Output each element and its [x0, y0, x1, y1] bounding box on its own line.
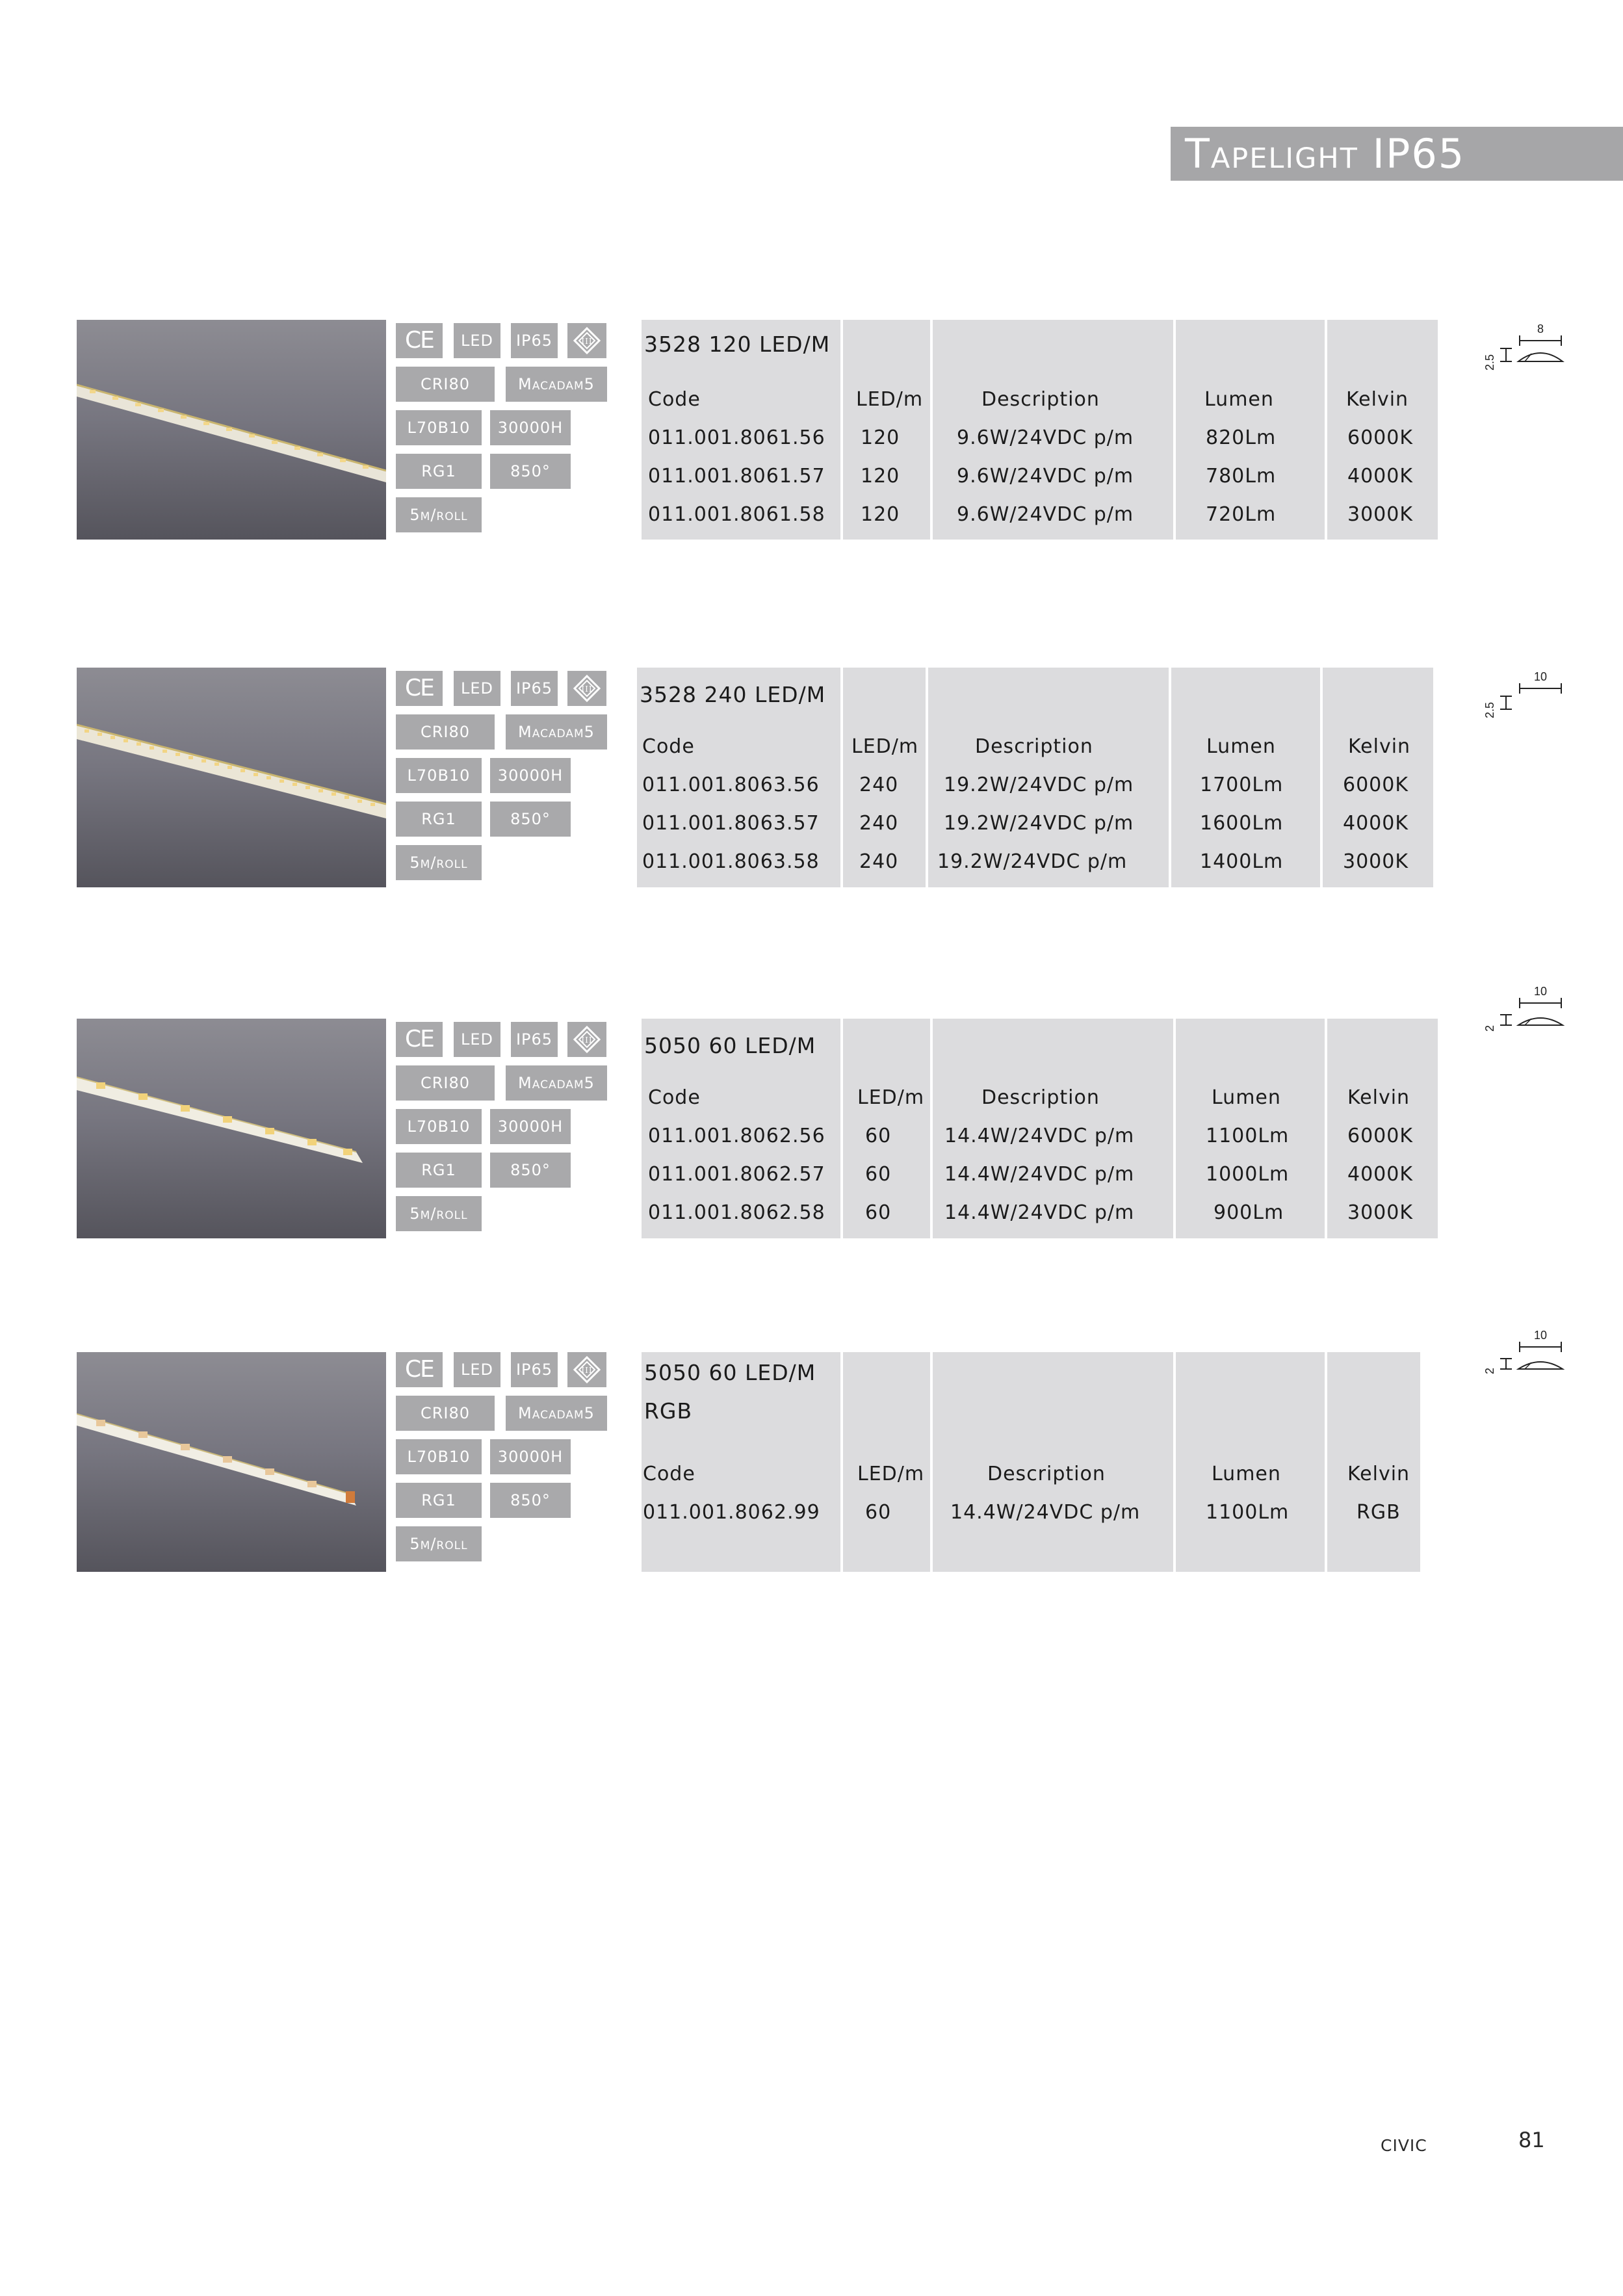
lifetime-badge: 30000H — [490, 410, 571, 445]
header-led: LED/m — [857, 1463, 925, 1485]
ce-mark-badge: CE — [396, 1352, 443, 1387]
product-photo — [77, 1019, 386, 1238]
cell-kelvin: 4000K — [1343, 812, 1409, 835]
cell-kelvin: 3000K — [1347, 1201, 1414, 1224]
cell-lumen: 1100Lm — [1206, 1125, 1290, 1147]
header-bar — [1171, 127, 1623, 181]
product-title: 3528 240 LED/M — [640, 682, 826, 707]
cell-lumen: 1400Lm — [1200, 850, 1284, 873]
cell-led: 120 — [861, 426, 900, 449]
ip-rating-badge: IP65 — [511, 323, 558, 358]
cell-description: 9.6W/24VDC p/m — [957, 465, 1134, 488]
roll-length-badge: 5m/roll — [396, 1196, 482, 1231]
product-section-4 — [0, 1329, 1623, 1573]
led-strip-image — [77, 320, 386, 540]
l70-badge: L70B10 — [396, 1109, 482, 1144]
cell-kelvin: 6000K — [1347, 1125, 1414, 1147]
product-section-3 — [0, 985, 1623, 1240]
cell-lumen: 1600Lm — [1200, 812, 1284, 835]
profile-height-label: 2 — [1483, 1367, 1496, 1374]
class-iii-icon — [567, 323, 606, 358]
led-badge: LED — [454, 1022, 500, 1057]
profile-dimension-drawing — [1481, 967, 1565, 1038]
cell-kelvin: RGB — [1357, 1501, 1401, 1524]
header-code: Code — [643, 1463, 695, 1485]
macadam-badge: Macadam5 — [506, 714, 607, 750]
header-lumen: Lumen — [1206, 735, 1276, 758]
profile-dimension-drawing — [1481, 668, 1565, 720]
brand-logo: civic — [1381, 2130, 1427, 2157]
header-kelvin: Kelvin — [1347, 1086, 1410, 1109]
beam-angle-badge: 850° — [490, 802, 571, 837]
led-badge: LED — [454, 323, 500, 358]
cell-code: 011.001.8061.57 — [648, 465, 825, 488]
profile-height-label: 2 — [1483, 1024, 1496, 1032]
macadam-badge: Macadam5 — [506, 367, 607, 402]
header-description: Description — [987, 1463, 1106, 1485]
cell-lumen: 1100Lm — [1206, 1501, 1290, 1524]
cell-led: 60 — [865, 1125, 892, 1147]
profile-height-label: 2.5 — [1483, 354, 1496, 371]
profile-width-label: 10 — [1533, 1329, 1548, 1342]
class-iii-icon — [567, 671, 606, 706]
ce-mark-badge: CE — [396, 671, 443, 706]
ip-rating-badge: IP65 — [511, 1022, 558, 1057]
cri-badge: CRI80 — [396, 714, 495, 750]
header-kelvin: Kelvin — [1348, 735, 1411, 758]
macadam-badge: Macadam5 — [506, 1065, 607, 1101]
cell-led: 120 — [861, 465, 900, 488]
cell-description: 19.2W/24VDC p/m — [937, 850, 1128, 873]
profile-dimension-drawing — [1481, 1326, 1565, 1398]
beam-angle-badge: 850° — [490, 1153, 571, 1188]
cell-code: 011.001.8063.56 — [642, 774, 820, 796]
profile-width-label: 10 — [1533, 670, 1548, 683]
cell-description: 14.4W/24VDC p/m — [944, 1163, 1135, 1186]
risk-group-badge: RG1 — [396, 1483, 482, 1518]
led-strip-image — [77, 1019, 386, 1238]
cell-kelvin: 4000K — [1347, 1163, 1414, 1186]
cell-code: 011.001.8062.99 — [643, 1501, 820, 1524]
led-strip-image — [77, 1352, 386, 1572]
led-badge: LED — [454, 671, 500, 706]
l70-badge: L70B10 — [396, 1439, 482, 1474]
product-title: 5050 60 LED/M — [644, 1360, 816, 1385]
lifetime-badge: 30000H — [490, 1439, 571, 1474]
lifetime-badge: 30000H — [490, 1109, 571, 1144]
cell-lumen: 780Lm — [1206, 465, 1277, 488]
header-description: Description — [981, 1086, 1100, 1109]
cell-code: 011.001.8061.58 — [648, 503, 825, 526]
ce-mark-badge: CE — [396, 323, 443, 358]
cell-lumen: 820Lm — [1206, 426, 1277, 449]
profile-height-label: 2.5 — [1483, 701, 1496, 718]
svg-text:III: III — [581, 1036, 593, 1045]
profile-width-label: 10 — [1533, 985, 1548, 998]
product-title: 5050 60 LED/M — [644, 1033, 816, 1058]
profile-width-label: 8 — [1537, 322, 1544, 335]
lifetime-badge: 30000H — [490, 758, 571, 793]
cell-code: 011.001.8061.56 — [648, 426, 825, 449]
product-photo — [77, 1352, 386, 1572]
roll-length-badge: 5m/roll — [396, 1526, 482, 1561]
l70-badge: L70B10 — [396, 410, 482, 445]
product-photo — [77, 668, 386, 887]
cell-code: 011.001.8062.58 — [648, 1201, 825, 1224]
cell-description: 9.6W/24VDC p/m — [957, 503, 1134, 526]
risk-group-badge: RG1 — [396, 1153, 482, 1188]
page-title: Tapelight IP65 — [1185, 130, 1466, 177]
header-lumen: Lumen — [1204, 388, 1274, 411]
cell-code: 011.001.8062.57 — [648, 1163, 825, 1186]
roll-length-badge: 5m/roll — [396, 845, 482, 880]
beam-angle-badge: 850° — [490, 1483, 571, 1518]
header-led: LED/m — [851, 735, 919, 758]
roll-length-badge: 5m/roll — [396, 497, 482, 532]
svg-text:III: III — [581, 1366, 593, 1375]
cell-kelvin: 6000K — [1347, 426, 1414, 449]
header-description: Description — [975, 735, 1093, 758]
cri-badge: CRI80 — [396, 1396, 495, 1431]
cell-led: 60 — [865, 1163, 892, 1186]
header-code: Code — [648, 388, 701, 411]
risk-group-badge: RG1 — [396, 454, 482, 489]
ip-rating-badge: IP65 — [511, 1352, 558, 1387]
cell-description: 14.4W/24VDC p/m — [944, 1125, 1135, 1147]
cell-code: 011.001.8063.57 — [642, 812, 820, 835]
cell-led: 60 — [865, 1201, 892, 1224]
ce-mark-badge: CE — [396, 1022, 443, 1057]
cell-kelvin: 4000K — [1347, 465, 1414, 488]
cell-description: 9.6W/24VDC p/m — [957, 426, 1134, 449]
macadam-badge: Macadam5 — [506, 1396, 607, 1431]
header-lumen: Lumen — [1212, 1086, 1281, 1109]
cell-code: 011.001.8062.56 — [648, 1125, 825, 1147]
product-title: 3528 120 LED/M — [644, 332, 831, 357]
cell-description: 19.2W/24VDC p/m — [944, 774, 1134, 796]
header-kelvin: Kelvin — [1347, 1463, 1410, 1485]
cell-lumen: 900Lm — [1214, 1201, 1284, 1224]
cell-kelvin: 3000K — [1343, 850, 1409, 873]
cell-led: 240 — [859, 850, 899, 873]
cell-description: 19.2W/24VDC p/m — [944, 812, 1134, 835]
header-kelvin: Kelvin — [1346, 388, 1409, 411]
class-iii-icon — [567, 1352, 606, 1387]
product-title-line2: RGB — [644, 1398, 693, 1424]
svg-text:III: III — [581, 685, 593, 694]
ip-rating-badge: IP65 — [511, 671, 558, 706]
cell-led: 240 — [859, 812, 899, 835]
cell-lumen: 1700Lm — [1200, 774, 1284, 796]
header-led: LED/m — [856, 388, 924, 411]
header-code: Code — [648, 1086, 701, 1109]
header-led: LED/m — [857, 1086, 925, 1109]
cell-kelvin: 6000K — [1343, 774, 1409, 796]
risk-group-badge: RG1 — [396, 802, 482, 837]
led-strip-image — [77, 668, 386, 887]
header-code: Code — [642, 735, 695, 758]
cell-description: 14.4W/24VDC p/m — [950, 1501, 1141, 1524]
cell-led: 120 — [861, 503, 900, 526]
cell-description: 14.4W/24VDC p/m — [944, 1201, 1135, 1224]
beam-angle-badge: 850° — [490, 454, 571, 489]
cell-led: 240 — [859, 774, 899, 796]
product-section-2 — [0, 668, 1623, 889]
svg-text:III: III — [581, 337, 593, 346]
cell-kelvin: 3000K — [1347, 503, 1414, 526]
cell-lumen: 1000Lm — [1206, 1163, 1290, 1186]
class-iii-icon — [567, 1022, 606, 1057]
product-section-1 — [0, 320, 1623, 541]
cri-badge: CRI80 — [396, 1065, 495, 1101]
page-number: 81 — [1518, 2128, 1545, 2152]
header-lumen: Lumen — [1212, 1463, 1281, 1485]
cell-lumen: 720Lm — [1206, 503, 1277, 526]
product-photo — [77, 320, 386, 540]
cell-led: 60 — [865, 1501, 892, 1524]
led-badge: LED — [454, 1352, 500, 1387]
l70-badge: L70B10 — [396, 758, 482, 793]
profile-dimension-drawing — [1481, 320, 1565, 372]
cri-badge: CRI80 — [396, 367, 495, 402]
header-description: Description — [981, 388, 1100, 411]
cell-code: 011.001.8063.58 — [642, 850, 820, 873]
